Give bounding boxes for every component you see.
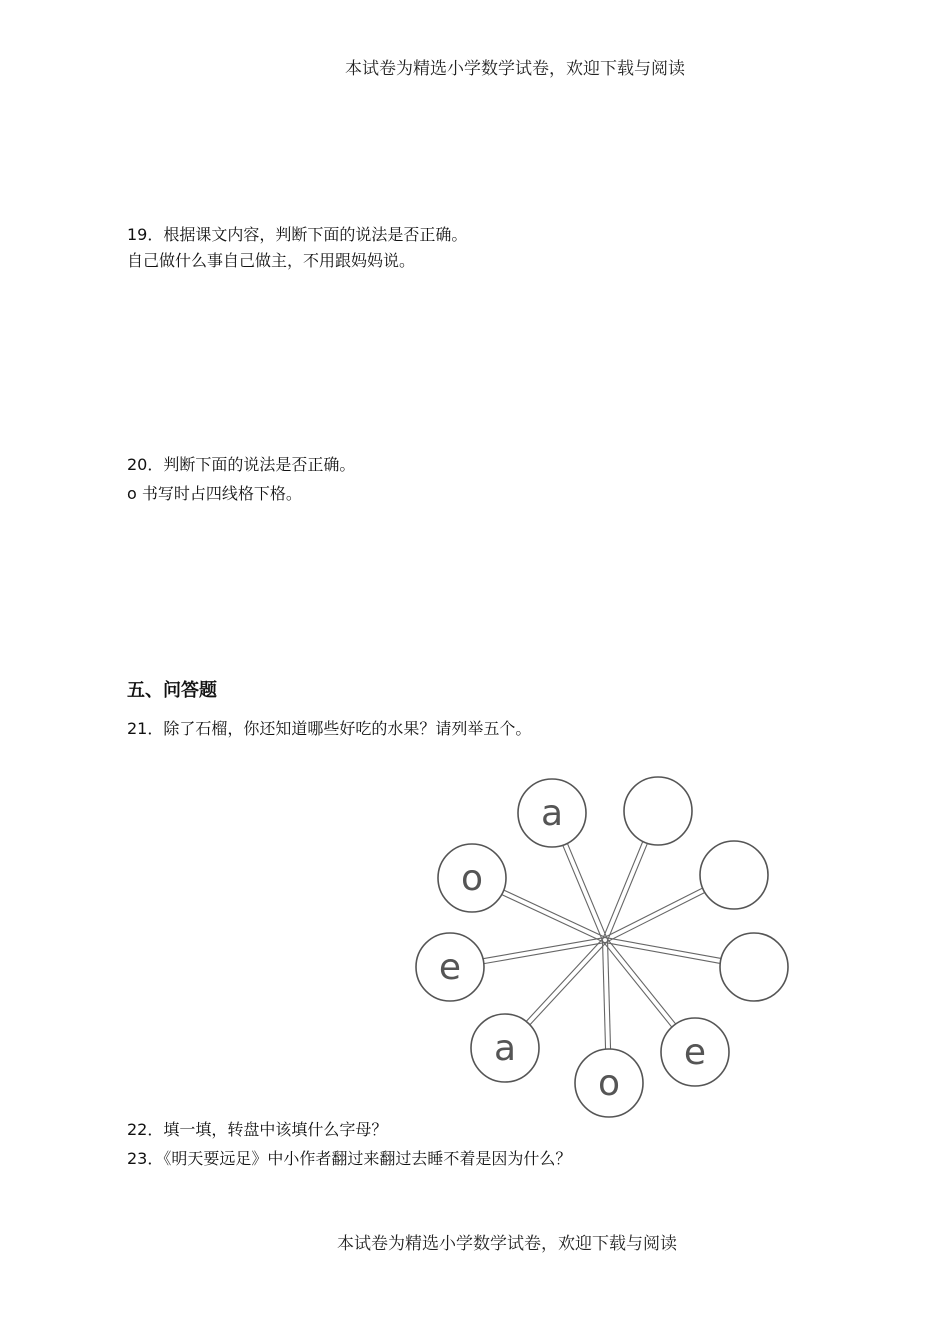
question-22: 22．填一填，转盘中该填什么字母？ xyxy=(127,1120,388,1139)
question-19-statement: 自己做什么事自己做主，不用跟妈妈说。 xyxy=(127,251,416,270)
wheel-letter: o xyxy=(460,858,484,899)
letter-wheel-diagram xyxy=(412,775,792,1120)
wheel-circle xyxy=(720,933,788,1001)
wheel-spoke xyxy=(603,942,672,1027)
wheel-spoke xyxy=(606,893,705,943)
wheel-spoke xyxy=(483,938,605,959)
section-title: 五、问答题 xyxy=(127,680,217,701)
wheel-spoke xyxy=(607,940,610,1049)
wheel-letter: e xyxy=(683,1032,707,1073)
wheel-letter: a xyxy=(540,793,564,834)
wheel-circle xyxy=(624,777,692,845)
page-footer: 本试卷为精选小学数学试卷，欢迎下载与阅读 xyxy=(337,1234,677,1254)
wheel-spoke xyxy=(504,890,606,938)
wheel-spoke xyxy=(603,841,643,939)
wheel-spoke xyxy=(502,895,604,943)
question-21: 21．除了石榴，你还知道哪些好吃的水果？请列举五个。 xyxy=(127,719,532,738)
wheel-letter: e xyxy=(438,947,462,988)
question-23: 23．《明天要远足》中小作者翻过来翻过去睡不着是因为什么？ xyxy=(127,1149,572,1168)
wheel-spoke xyxy=(605,938,721,959)
wheel-spoke xyxy=(605,942,721,963)
question-20-statement: o 书写时占四线格下格。 xyxy=(127,484,302,503)
page-header: 本试卷为精选小学数学试卷，欢迎下载与阅读 xyxy=(345,59,685,79)
wheel-spoke xyxy=(603,940,606,1049)
wheel-circle xyxy=(700,841,768,909)
question-19-prompt: 19．根据课文内容，判断下面的说法是否正确。 xyxy=(127,225,468,244)
wheel-spoke xyxy=(607,938,676,1023)
wheel-spoke xyxy=(567,843,607,939)
question-20-prompt: 20．判断下面的说法是否正确。 xyxy=(127,455,356,474)
wheel-letter: o xyxy=(597,1063,621,1104)
wheel-spoke xyxy=(484,942,606,963)
wheel-spoke xyxy=(526,938,603,1021)
wheel-letter: a xyxy=(493,1028,517,1069)
